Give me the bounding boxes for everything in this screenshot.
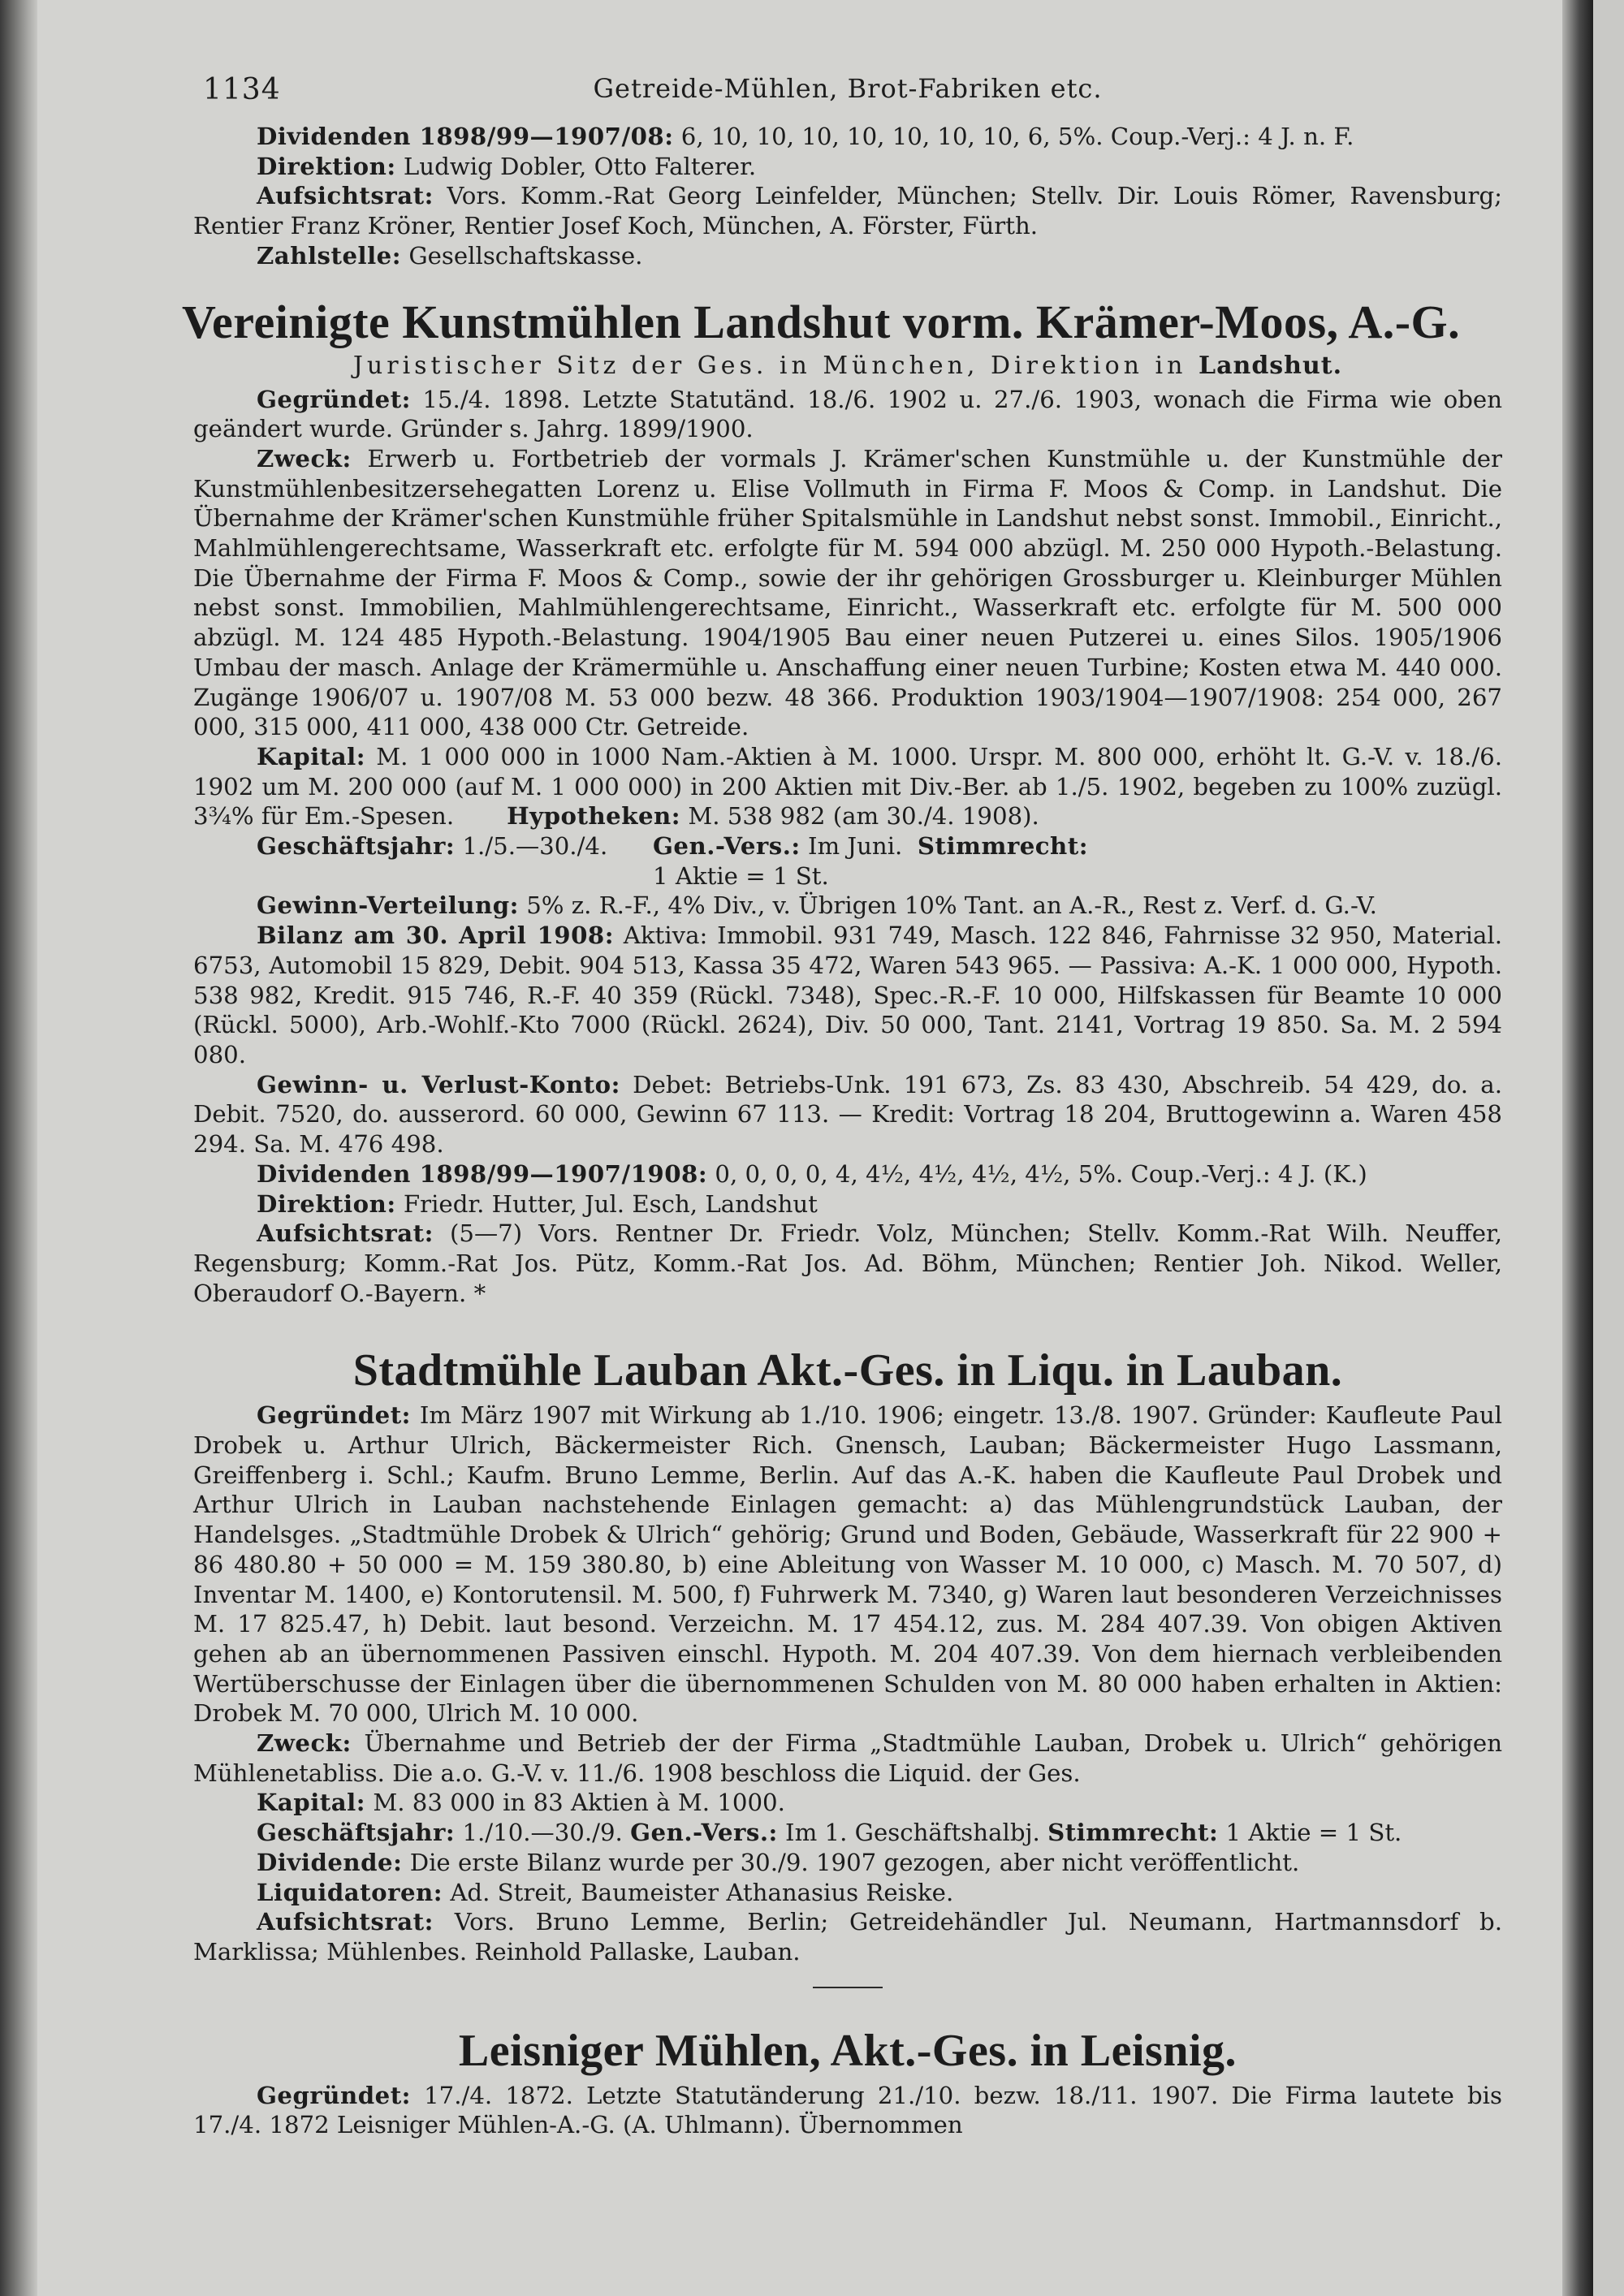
company-title-landshut: Vereinigte Kunstmühlen Landshut vorm. Krämer-Moos, A.-G. <box>182 295 1461 348</box>
aufsichtsrat-paragraph: Aufsichtsrat: Vors. Komm.-Rat Georg Leinfelder, München; Stellv. Dir. Louis Römer, Ravensburg; Rentier Franz Kröner, Rentier Josef Koch, München, A. Förster, Fürth. <box>193 182 1502 240</box>
bilanz-paragraph: Bilanz am 30. April 1908: Aktiva: Immobil. 931 749, Masch. 122 846, Fahrnisse 32 950, Material. 6753, Automobil 15 829, Debit. 904 513, Kassa 35 472, Waren 543 965. — Passiva: A.-K. 1 000 000, Hypoth. 538 982, Kredit. 915 746, R.-F. 40 359 (Rückl. 7348), Spec.-R.-F. 10 000, Hilfskassen für Beamte 10 000 (Rückl. 5000), Arb.-Wohlf.-Kto 7000 (Rückl. 2624), Div. 50 000, Tant. 2141, Vortrag 19 850. Sa. M. 2 594 080. <box>193 921 1503 1068</box>
direktion-paragraph: Direktion: Friedr. Hutter, Jul. Esch, Landshut <box>257 1189 818 1218</box>
entry-landshut <box>182 294 1503 1309</box>
zweck-paragraph: Zweck: Erwerb u. Fortbetrieb der vormals J. Krämer'schen Kunstmühle u. der Kunstmühle der Kunstmühlenbesitzersehegatten Lorenz u. Elise Vollmuth in Firma F. Moos & Comp. in Landshut. Die Übernahme der Krämer'schen Kunstmühle früher Spitalsmühle in Landshut nebst sonst. Immobil., Einricht., Mahlmühlengerechtsame, Wasserkraft etc. erfolgte für M. 594 000 abzügl. M. 250 000 Hypoth.-Belastung. Die Übernahme der Firma F. Moos & Comp., sowie der ihr gehörigen Grossburger u. Kleinburger Mühlen nebst sonst. Immobilien, Mahlmühlengerechtsame, Einricht., Wasserkraft etc. erfolgte für M. 500 000 abzügl. M. 124 485 Hypoth.-Belastung. 1904/1905 Bau einer neuen Putzerei u. eines Silos. 1905/1906 Umbau der masch. Anlage der Krämermühle u. Anschaffung einer neuen Turbine; Kosten etwa M. 440 000. Zugänge 1906/07 u. 1907/08 M. 53 000 bezw. 48 366. Produktion 1903/1904—1907/1908: 254 000, 267 000, 315 000, 411 000, 438 000 Ctr. Getreide. <box>193 444 1502 741</box>
page-header <box>193 65 1502 114</box>
kapital-paragraph: Kapital: M. 83 000 in 83 Aktien à M. 1000. <box>257 1789 785 1817</box>
zahlstelle-paragraph: Zahlstelle: Gesellschaftskasse. <box>257 241 643 270</box>
book-binding-shadow <box>0 0 37 2296</box>
company-title-lauban: Stadtmühle Lauban Akt.-Ges. in Liqu. in Lauban. <box>352 1345 1343 1396</box>
page-content <box>182 65 1503 2140</box>
company-subtitle-landshut: Juristischer Sitz der Ges. in München, Direktion in Landshut. <box>352 351 1343 380</box>
geschaeftsjahr-paragraph: Geschäftsjahr: 1./10.—30./9. Gen.-Vers.: Im 1. Geschäftshalbj. Stimmrecht: 1 Aktie = 1 St. <box>257 1819 1402 1847</box>
entry-lauban <box>193 1340 1502 1987</box>
aufsichtsrat-paragraph: Aufsichtsrat: (5—7) Vors. Rentner Dr. Friedr. Volz, München; Stellv. Komm.-Rat Wilh. Neuffer, Regensburg; Komm.-Rat Jos. Pütz, Komm.-Rat Jos. Ad. Böhm, München; Rentier Joh. Nikod. Weller, Oberaudorf O.-Bayern. * <box>193 1219 1503 1307</box>
company-title-leisnig: Leisniger Mühlen, Akt.-Ges. in Leisnig. <box>458 2025 1237 2076</box>
entry-leisnig <box>193 2021 1502 2140</box>
gegruendet-paragraph: Gegründet: 17./4. 1872. Letzte Statutänderung 21./10. bezw. 18./11. 1907. Die Firma lautete bis 17./4. 1872 Leisniger Mühlen-A.-G. (A. Uhlmann). Übernommen <box>193 2081 1502 2139</box>
entry-previous-tail <box>193 122 1502 271</box>
gegruendet-paragraph: Gegründet: 15./4. 1898. Letzte Statutänd. 18./6. 1902 u. 27./6. 1903, wonach die Firma wie oben geändert wurde. Gründer s. Jahrg. 1899/1900. <box>193 385 1503 443</box>
page-number: 1134 <box>203 73 281 106</box>
liquidatoren-paragraph: Liquidatoren: Ad. Streit, Baumeister Athanasius Reiske. <box>257 1878 954 1906</box>
page-edge-shadow <box>1562 0 1593 2296</box>
gegruendet-paragraph: Gegründet: Im März 1907 mit Wirkung ab 1./10. 1906; eingetr. 13./8. 1907. Gründer: Kaufleute Paul Drobek u. Arthur Ulrich, Bäckermeister Rich. Gnensch, Lauban; Bäckermeister Hugo Lassmann, Greiffenberg i. Schl.; Kaufm. Bruno Lemme, Berlin. Auf das A.-K. haben die Kaufleute Paul Drobek und Arthur Ulrich in Lauban nachstehende Einlagen gemacht: a) das Mühlengrundstück Lauban, der Handelsges. „Stadtmühle Drobek & Ulrich“ gehörig; Grund und Boden, Gebäude, Wasserkraft für 22 900 + 86 480.80 + 50 000 = M. 159 380.80, b) eine Ableitung von Wasser M. 10 000, c) Masch. M. 70 507, d) Inventar M. 1400, e) Kontorutensil. M. 500, f) Fuhrwerk M. 7340, g) Waren laut besonderen Verzeichnisses M. 17 825.47, h) Debit. laut besond. Verzeichn. M. 17 454.12, zus. M. 284 407.39. Von obigen Aktiven gehen ab an übernommenen Passiven einschl. Hypoth. M. 204 407.39. Von dem hiernach verbleibenden Wertüberschusse der Einlagen über die übernommenen Schulden von M. 80 000 haben erhalten in Aktien: Drobek M. 70 000, Ulrich M. 10 000. <box>193 1401 1503 1728</box>
dividenden-paragraph: Dividenden 1898/99—1907/08: 6, 10, 10, 10, 10, 10, 10, 10, 6, 5%. Coup.-Verj.: 4 J. n. F. <box>257 123 1354 150</box>
section-divider <box>813 1987 883 1988</box>
aufsichtsrat-paragraph: Aufsichtsrat: Vors. Bruno Lemme, Berlin; Getreidehändler Jul. Neumann, Hartmannsdorf b. Marklissa; Mühlenbes. Reinhold Pallaske, Lauban. <box>193 1908 1503 1966</box>
dividenden-paragraph: Dividenden 1898/99—1907/1908: 0, 0, 0, 0, 4, 4½, 4½, 4½, 4½, 5%. Coup.-Verj.: 4 J. (K.) <box>257 1159 1367 1188</box>
direktion-paragraph: Direktion: Ludwig Dobler, Otto Falterer. <box>257 152 757 180</box>
zweck-paragraph: Zweck: Übernahme und Betrieb der der Firma „Stadtmühle Lauban, Drobek u. Ulrich“ gehörigen Mühlenetabliss. Die a.o. G.-V. v. 11./6. 1908 beschloss die Liquid. der Ges. <box>193 1729 1502 1787</box>
gewinn-verlust-paragraph: Gewinn- u. Verlust-Konto: Debet: Betriebs-Unk. 191 673, Zs. 83 430, Abschreib. 54 429, do. a. Debit. 7520, do. ausserord. 60 000, Gewinn 67 113. — Kredit: Vortrag 18 204, Bruttogewinn a. Waren 458 294. Sa. M. 476 498. <box>193 1070 1502 1159</box>
dividende-paragraph: Dividende: Die erste Bilanz wurde per 30./9. 1907 gezogen, aber nicht veröffentlicht. <box>257 1848 1300 1876</box>
gewinn-verteilung-paragraph: Gewinn-Verteilung: 5% z. R.-F., 4% Div., v. Übrigen 10% Tant. an A.-R., Rest z. Verf. d. G.-V. <box>257 891 1377 920</box>
running-title: Getreide-Mühlen, Brot-Fabriken etc. <box>593 73 1103 104</box>
geschaeftsjahr-row: Geschäftsjahr: 1./5.—30./4. Gen.-Vers.: Im Juni. Stimmrecht: 1 Aktie = 1 St. <box>257 832 1089 890</box>
kapital-paragraph: Kapital: M. 1 000 000 in 1000 Nam.-Aktien à M. 1000. Urspr. M. 800 000, erhöht lt. G.-V. v. 18./6. 1902 um M. 200 000 (auf M. 1 000 000) in 200 Aktien mit Div.-Ber. ab 1./5. 1902, begeben zu 100% zuzügl. 3¾% für Em.-Spesen. Hypotheken: M. 538 982 (am 30./4. 1908). <box>193 742 1502 831</box>
